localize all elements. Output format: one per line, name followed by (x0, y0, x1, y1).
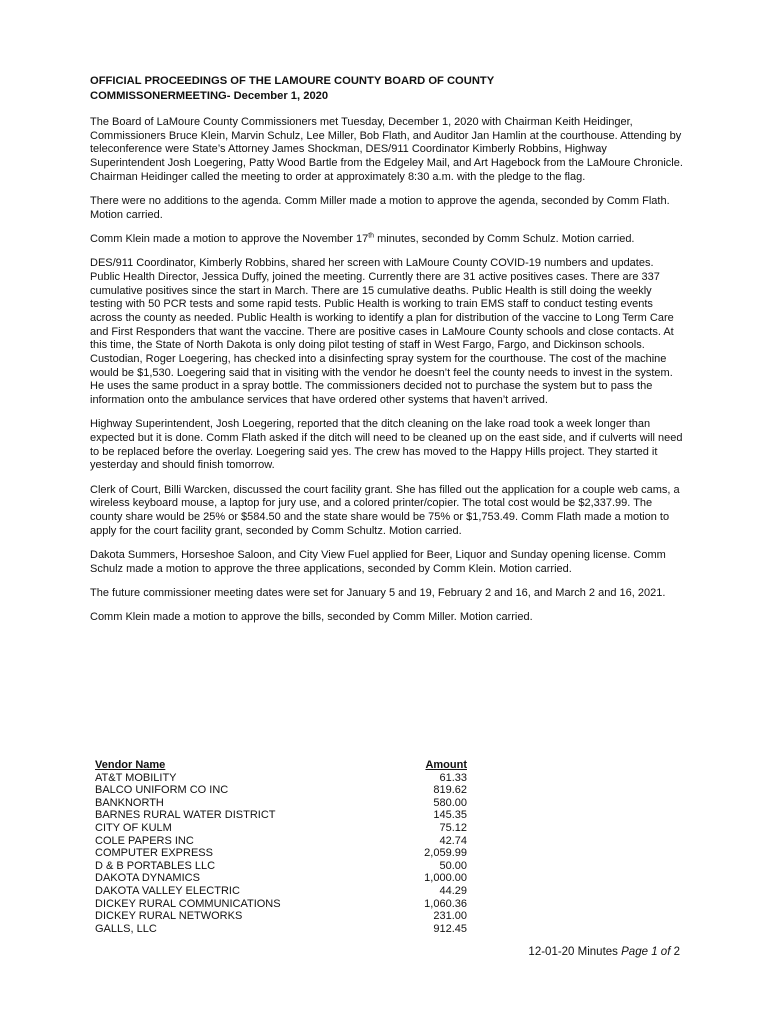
vendor-name-cell: DICKEY RURAL COMMUNICATIONS (95, 897, 281, 910)
page-footer (528, 946, 680, 958)
paragraph-attendance: The Board of LaMoure County Commissioners met Tuesday, December 1, 2020 with Chairman Keith Heidinger, Commissioners Bruce Klein, Marvin Schulz, Lee Miller, Bob Flath, and Auditor Jan Hamlin at the courthouse. Attending by teleconference were State’s Attorney James Shockman, DES/911 Coordinator Kimberly Robbins, Highway Superintendent Josh Loegering, Patty Wood Bartle from the Edgeley Mail, and Art Hagebock from the LaMoure Chronicle. Chairman Heidinger called the meeting to order at approximately 8:30 a.m. with the pledge to the flag. (90, 116, 683, 183)
vendor-name-cell: BARNES RURAL WATER DISTRICT (95, 809, 276, 822)
vendor-amount-cell: 819.62 (433, 784, 467, 797)
footer-of-word: of (660, 946, 671, 958)
paragraph-highway: Highway Superintendent, Josh Loegering, reported that the ditch cleaning on the lake road took a week longer than expected but it is done. Comm Flath asked if the ditch will need to be cleaned up on the east side, and if culverts will need to be replaced before the overlay. Loegering said yes. The crew has moved to the Happy Hills project. They started it yesterday and should finish tomorrow. (90, 418, 683, 472)
vendor-amount-cell: 912.45 (433, 922, 467, 935)
vendor-table-header (95, 759, 467, 772)
vendor-amount-cell: 42.74 (439, 834, 467, 847)
footer-page-number: 1 (651, 946, 658, 958)
vendor-amount-cell: 44.29 (439, 884, 467, 897)
minutes-text-a: Comm Klein made a motion to approve the November 17 (90, 232, 369, 245)
vendor-amount-cell: 75.12 (439, 821, 467, 834)
vendor-amount-cell: 2,059.99 (424, 847, 467, 860)
vendor-name-cell: GALLS, LLC (95, 922, 157, 935)
minutes-text-b: minutes, seconded by Comm Schulz. Motion carried. (374, 232, 635, 245)
vendor-row (95, 797, 467, 810)
vendor-amount-cell: 580.00 (433, 796, 467, 809)
paragraph-licenses: Dakota Summers, Horseshoe Saloon, and City View Fuel applied for Beer, Liquor and Sunday opening license. Comm Schulz made a motion to approve the three applications, seconded by Comm Klein. Motion carried. (90, 548, 666, 575)
paragraph-bills: Comm Klein made a motion to approve the bills, seconded by Comm Miller. Motion carried. (90, 611, 533, 624)
vendor-table-body (95, 772, 467, 936)
vendor-row (95, 910, 467, 923)
vendor-row (95, 872, 467, 885)
vendor-row (95, 772, 467, 785)
vendor-row (95, 809, 467, 822)
vendor-name-cell: D & B PORTABLES LLC (95, 859, 216, 872)
vendor-row (95, 835, 467, 848)
minutes-superscript: th (368, 232, 375, 240)
vendor-amount-cell: 1,060.36 (424, 897, 467, 910)
paragraph-meeting-dates: The future commissioner meeting dates were set for January 5 and 19, February 2 and 16, and March 2 and 16, 2021. (90, 586, 666, 599)
footer-date-label: 12-01-20 Minutes (528, 946, 622, 958)
vendor-name-cell: CITY OF KULM (95, 821, 172, 834)
vendor-name-cell: DICKEY RURAL NETWORKS (95, 910, 243, 923)
document-body (90, 74, 684, 635)
vendor-amount-cell: 50.00 (439, 859, 467, 872)
vendor-row (95, 923, 467, 936)
footer-page-total: 2 (673, 946, 680, 958)
vendor-name-cell: DAKOTA DYNAMICS (95, 872, 200, 885)
amount-header: Amount (425, 759, 467, 771)
vendor-name-cell: BANKNORTH (95, 796, 164, 809)
paragraph-covid-update: DES/911 Coordinator, Kimberly Robbins, shared her screen with LaMoure County COVID-19 numbers and updates. Public Health Director, Jessica Duffy, joined the meeting. Currently there are 31 active positives cases. There are 337 cumulative positives since the start in March. There are 15 cumulative deaths. Public Health is still doing the weekly testing with 50 PCR tests and some rapid tests. Public Health is working to train EMS staff to conduct testing events across the county as needed. Public Health is working to identify a plan for distribution of the vaccine to Long Term Care and First Responders that want the vaccine. There are positive cases in LaMoure County schools and close contacts. At this time, the State of North Dakota is only doing pilot testing of staff in West Fargo, Fargo, and Dickinson schools. Custodian, Roger Loegering, has checked into a disinfecting spray system for the courthouse. The cost of the machine would be $1,530. Loegering said that in visiting with the vendor he doesn’t feel the county needs to invest in the system. He uses the same product in a spray bottle. The commissioners decided not to purchase the system but to pass the information onto the ambulance services that have ordered other systems that haven’t arrived. (90, 257, 674, 407)
vendor-amount-cell: 1,000.00 (424, 872, 467, 885)
vendor-row (95, 784, 467, 797)
vendor-name-cell: COLE PAPERS INC (95, 834, 194, 847)
footer-page-word: Page (621, 946, 648, 958)
vendor-row (95, 822, 467, 835)
paragraph-court-grant: Clerk of Court, Billi Warcken, discussed the court facility grant. She has filled out the application for a couple web cams, a wireless keyboard mouse, a laptop for jury use, and a colored printer/copier. The total cost would be $2,337.99. The county share would be 25% or $584.50 and the state share would be 75% or $1,753.49. Comm Flath made a motion to apply for the court facility grant, seconded by Comm Schultz. Motion carried. (90, 483, 680, 537)
vendor-name-cell: COMPUTER EXPRESS (95, 847, 213, 860)
title-line-2: COMMISSONERMEETING- December 1, 2020 (90, 90, 329, 102)
vendor-row (95, 885, 467, 898)
vendor-amount-cell: 145.35 (433, 809, 467, 822)
vendor-name-cell: AT&T MOBILITY (95, 771, 177, 784)
paragraph-minutes (90, 233, 684, 247)
vendor-amount-cell: 231.00 (433, 910, 467, 923)
vendor-table (95, 759, 467, 935)
vendor-name-cell: DAKOTA VALLEY ELECTRIC (95, 884, 240, 897)
vendor-row (95, 847, 467, 860)
title-line-1: OFFICIAL PROCEEDINGS OF THE LAMOURE COUNTY BOARD OF COUNTY (90, 75, 495, 87)
vendor-row (95, 860, 467, 873)
paragraph-agenda: There were no additions to the agenda. Comm Miller made a motion to approve the agenda, seconded by Comm Flath. Motion carried. (90, 195, 670, 221)
vendor-row (95, 898, 467, 911)
document-title (90, 74, 684, 104)
vendor-name-cell: BALCO UNIFORM CO INC (95, 784, 229, 797)
vendor-name-header: Vendor Name (95, 759, 166, 771)
vendor-amount-cell: 61.33 (439, 771, 467, 784)
